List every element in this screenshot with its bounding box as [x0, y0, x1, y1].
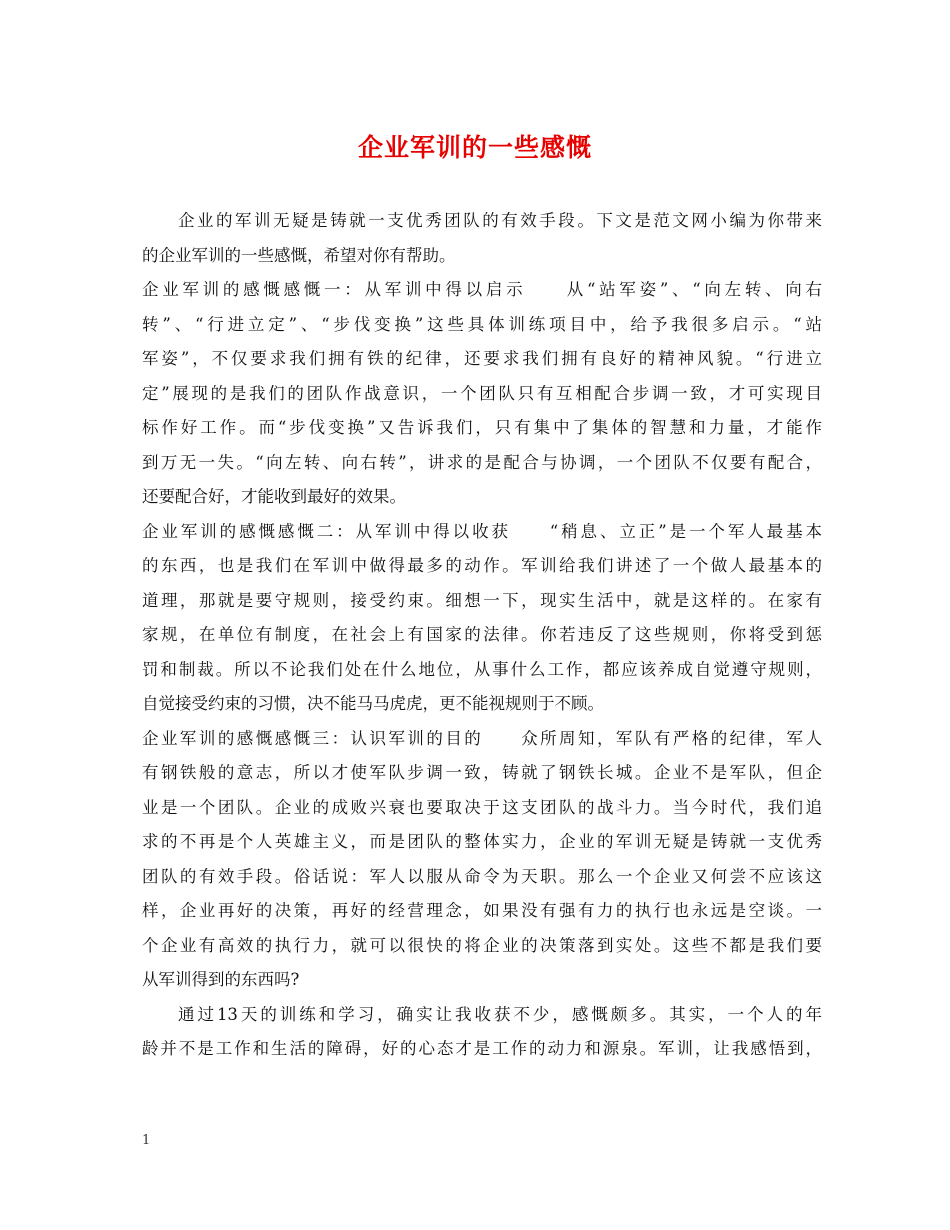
document-body: [142, 204, 822, 1067]
paragraph-line: 企业军训的感慨感慨一：从军训中得以启示 从“站军姿”、“向左转、向右: [142, 280, 822, 299]
paragraph-line: 业是一个团队。企业的成败兴衰也要取决于这支团队的战斗力。当今时代，我们追: [142, 797, 822, 817]
paragraph-line: 通过13天的训练和学习，确实让我收获不少，感慨颇多。其实，一个人的年: [178, 1004, 822, 1024]
paragraph-line: 企业军训的感慨感慨二：从军训中得以收获 “稍息、立正”是一个军人最基本: [142, 521, 822, 541]
paragraph-line: 的企业军训的一些感慨，希望对你有帮助。: [142, 245, 456, 265]
page-number: 1: [142, 1133, 151, 1148]
paragraph-line: 道理，那就是要守规则，接受约束。细想一下，现实生活中，就是这样的。在家有: [142, 590, 822, 610]
paragraph-line: 企业军训的感慨感慨三：认识军训的目的 众所周知，军队有严格的纪律，军人: [142, 728, 822, 748]
paragraph-line: 标作好工作。而“步伐变换”又告诉我们，只有集中了集体的智慧和力量，才能作: [142, 418, 822, 437]
paragraph-line: 团队的有效手段。俗话说：军人以服从命令为天职。那么一个企业又何尝不应该这: [142, 866, 822, 886]
paragraph-line: 到万无一失。“向左转、向右转”，讲求的是配合与协调，一个团队不仅要有配合，: [142, 452, 822, 472]
paragraph-line: 转”、“行进立定”、“步伐变换”这些具体训练项目中，给予我很多启示。“站: [142, 314, 822, 334]
paragraph-line: 求的不再是个人英雄主义，而是团队的整体实力，企业的军训无疑是铸就一支优秀: [142, 832, 822, 851]
paragraph-line: 军姿”，不仅要求我们拥有铁的纪律，还要求我们拥有良好的精神风貌。“行进立: [142, 349, 822, 368]
paragraph-line: 龄并不是工作和生活的障碍，好的心态才是工作的动力和源泉。军训，让我感悟到，: [142, 1039, 822, 1058]
paragraph-line: 定”展现的是我们的团队作战意识，一个团队只有互相配合步调一致，才可实现目: [142, 383, 822, 403]
document-title: 企业军训的一些感慨: [357, 133, 592, 162]
paragraph-line: 家规，在单位有制度，在社会上有国家的法律。你若违反了这些规则，你将受到惩: [142, 625, 822, 644]
paragraph-line: 的东西，也是我们在军训中做得最多的动作。军训给我们讲述了一个做人最基本的: [142, 556, 822, 575]
paragraph-line: 企业的军训无疑是铸就一支优秀团队的有效手段。下文是范文网小编为你带来: [178, 211, 822, 230]
paragraph-line: 自觉接受约束的习惯，决不能马马虎虎，更不能视规则于不顾。: [142, 694, 604, 713]
paragraph-line: 罚和制裁。所以不论我们处在什么地位，从事什么工作，都应该养成自觉遵守规则，: [142, 659, 822, 679]
paragraph-line: 有钢铁般的意志，所以才使军队步调一致，铸就了钢铁长城。企业不是军队，但企: [142, 763, 822, 782]
paragraph-line: 样，企业再好的决策，再好的经营理念，如果没有强有力的执行也永远是空谈。一: [142, 901, 822, 920]
paragraph-line: 从军训得到的东西吗?: [142, 970, 300, 989]
paragraph-line: 个企业有高效的执行力，就可以很快的将企业的决策落到实处。这些不都是我们要: [142, 935, 822, 955]
paragraph-line: 还要配合好，才能收到最好的效果。: [142, 487, 406, 506]
